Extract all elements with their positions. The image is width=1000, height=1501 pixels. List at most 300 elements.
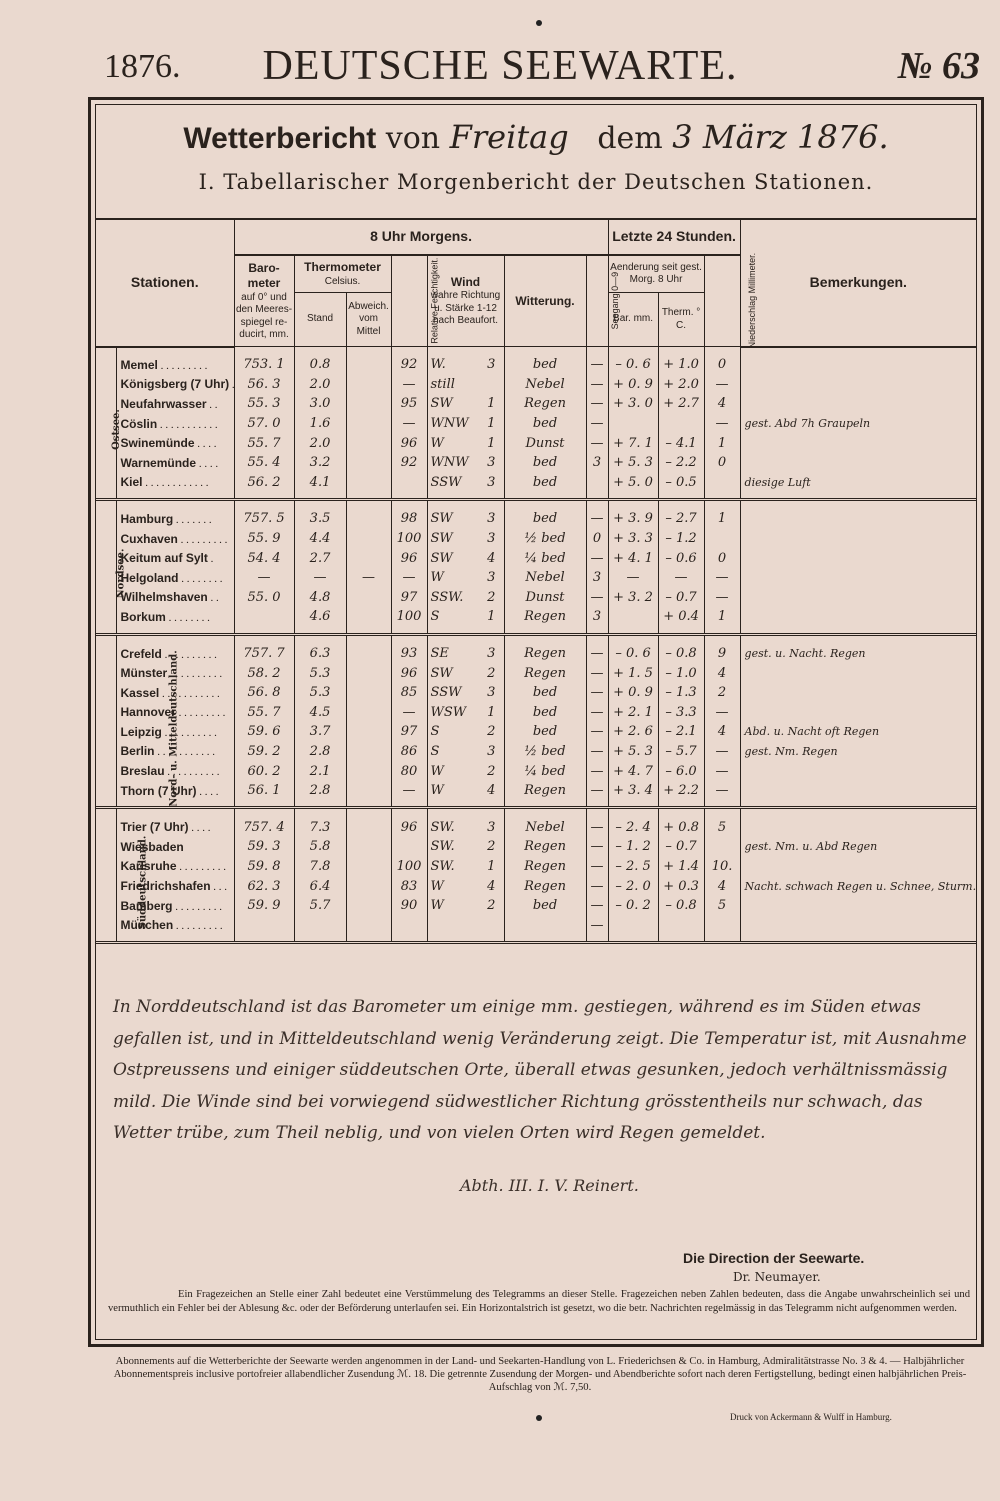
cell-remark [740, 588, 976, 608]
cell-remark [740, 663, 976, 683]
cell-wind-dir: WNW [427, 414, 479, 434]
decorative-dot [536, 1415, 542, 1421]
cell-rain [704, 529, 740, 549]
cell-dbar: – 0. 6 [608, 634, 658, 663]
group-name: Nord- u. Mitteldeutschland. [168, 649, 180, 807]
cell-sea: — [586, 394, 608, 414]
cell-wind-dir: S [427, 607, 479, 634]
col-header-barometer [234, 255, 294, 347]
cell-weather: bed [504, 896, 586, 916]
cell-sea: — [586, 588, 608, 608]
cell-bar [234, 915, 294, 942]
table-row [96, 588, 976, 608]
cell-wind-str: 3 [487, 819, 496, 835]
cell-bar: 57. 0 [234, 414, 294, 434]
table-row [96, 663, 976, 683]
station-cell [116, 837, 234, 857]
col-header-stations: Stationen. [96, 219, 234, 347]
cell-temp: 5.3 [294, 663, 346, 683]
station-name: Swinemünde [120, 436, 195, 451]
cell-dtherm: – 2.1 [658, 722, 704, 742]
table-row [96, 742, 976, 762]
table-row [96, 473, 976, 500]
station-name: Kassel [120, 685, 160, 700]
cell-dbar: + 5. 3 [608, 742, 658, 762]
cell-abw [346, 683, 391, 703]
footnote: Ein Fragezeichen an Stelle einer Zahl bedeutet eine Verstümmelung des Telegramms an dieser Stelle. Fragezeichen neben Zahlen bedeuten, dass die Angabe unwahrscheinlich sei und vermuthlich ein Fehler bei der Ablesung &c. oder der Beförderung unterlaufen sei. Ein Horizontalstrich ist gesetzt, wo die betr. Nachrichten regelmässig in das Telegramm nicht aufgenommen werden. [108, 1289, 970, 1314]
weather-table-body [96, 347, 976, 943]
station-name: Crefeld [120, 646, 162, 661]
cell-hum: 100 [391, 857, 427, 877]
cell-abw [346, 722, 391, 742]
cell-hum: 92 [391, 453, 427, 473]
cell-dtherm: – 4.1 [658, 433, 704, 453]
cell-wind-dir: W [427, 876, 479, 896]
cell-hum: 93 [391, 634, 427, 663]
station-name: Hamburg [120, 511, 174, 526]
cell-wind-dir: still [427, 375, 479, 395]
cell-rain: — [704, 375, 740, 395]
cell-dbar: + 4. 1 [608, 548, 658, 568]
cell-rain [704, 837, 740, 857]
cell-temp: 4.6 [294, 607, 346, 634]
cell-abw [346, 896, 391, 916]
station-name: Memel [120, 358, 158, 373]
cell-abw [346, 915, 391, 942]
station-name: Borkum [120, 609, 166, 624]
cell-bar [234, 607, 294, 634]
cell-dbar [608, 915, 658, 942]
table-row [96, 896, 976, 916]
cell-remark [740, 529, 976, 549]
cell-rain: — [704, 781, 740, 808]
cell-hum: 86 [391, 742, 427, 762]
cell-hum: 100 [391, 529, 427, 549]
cell-sea: — [586, 742, 608, 762]
cell-rain: — [704, 742, 740, 762]
cell-wind-str: 1 [487, 704, 496, 720]
cell-bar: 54. 4 [234, 548, 294, 568]
cell-wind-dir: SW [427, 500, 479, 529]
cell-sea: — [586, 761, 608, 781]
station-leader-dots: . . . . . . . . . [177, 533, 228, 546]
cell-dbar: – 2. 0 [608, 876, 658, 896]
cell-rain [704, 473, 740, 500]
station-leader-dots: . . . . . . . . [165, 611, 210, 624]
cell-abw [346, 414, 391, 434]
cell-wind-str: 3 [479, 473, 504, 500]
cell-abw [346, 703, 391, 723]
cell-temp: 2.1 [294, 761, 346, 781]
station-name: Wilhelmshaven [120, 590, 208, 605]
station-cell [116, 896, 234, 916]
cell-temp: 5.7 [294, 896, 346, 916]
cell-wind-str: 4 [487, 550, 496, 566]
cell-hum [391, 915, 427, 942]
cell-wind-dir: SSW [427, 473, 479, 500]
cell-remark [740, 453, 976, 473]
cell-bar: 55. 0 [234, 588, 294, 608]
cell-weather: bed [504, 414, 586, 434]
cell-remark: gest. u. Nacht. Regen [740, 634, 976, 663]
direction: Die Direction der Seewarte. [683, 1250, 865, 1266]
cell-hum: 90 [391, 896, 427, 916]
cell-abw [346, 433, 391, 453]
cell-bar: 59. 3 [234, 837, 294, 857]
cell-dbar: – 2. 5 [608, 857, 658, 877]
cell-wind-str: 1 [487, 416, 496, 432]
cell-dbar: – 1. 2 [608, 837, 658, 857]
cell-wind-str: 1 [479, 607, 504, 634]
cell-wind-str [479, 375, 504, 395]
cell-abw [346, 347, 391, 375]
cell-dtherm: – 2.2 [658, 453, 704, 473]
cell-temp: 4.5 [294, 703, 346, 723]
cell-abw [346, 588, 391, 608]
station-leader-dots: . . . . [188, 822, 211, 835]
table-row [96, 394, 976, 414]
cell-abw [346, 837, 391, 857]
col-header-bar: Bar. mm. [608, 293, 658, 347]
cell-remark: gest. Abd 7h Graupeln [740, 414, 976, 434]
cell-weather: Regen [504, 394, 586, 414]
cell-temp: 1.6 [294, 414, 346, 434]
cell-wind-str [479, 915, 504, 942]
cell-bar: 55. 7 [234, 433, 294, 453]
cell-weather: bed [504, 703, 586, 723]
cell-weather: Nebel [504, 568, 586, 588]
cell-dbar: + 2. 6 [608, 722, 658, 742]
cell-hum: 95 [391, 394, 427, 414]
cell-bar: 59. 8 [234, 857, 294, 877]
cell-dbar: — [608, 568, 658, 588]
station-cell [116, 808, 234, 837]
header-number: № 63 [897, 45, 980, 87]
station-cell [116, 548, 234, 568]
cell-dbar [608, 414, 658, 434]
station-name: Friedrichshafen [120, 879, 211, 894]
cell-weather: bed [504, 722, 586, 742]
cell-wind-str: 1 [487, 435, 496, 451]
cell-hum: — [391, 414, 427, 434]
cell-hum: 100 [391, 607, 427, 634]
cell-temp: — [294, 568, 346, 588]
cell-wind-str: 2 [487, 724, 496, 740]
cell-hum: — [391, 375, 427, 395]
table-row [96, 568, 976, 588]
cell-rain: 4 [704, 394, 740, 414]
niederschlag-label: Niederschlag Millimeter. [746, 252, 757, 349]
cell-wind-str: 2 [487, 665, 496, 681]
report-title [96, 118, 976, 156]
cell-dbar: + 3. 3 [608, 529, 658, 549]
col-header-thermometer [294, 255, 391, 293]
station-name: Leipzig [120, 724, 162, 739]
cell-bar: 56. 3 [234, 375, 294, 395]
station-name: Cuxhaven [120, 531, 178, 546]
report-text: In Norddeutschland ist das Barometer um einige mm. gestiegen, während es im Süden etwas gefallen ist, und in Mitteldeutschland wenig Veränderung zeigt. Die Temperatur ist, mit Ausnahme Ostpreussens und einiger süddeutschen Orte, überall etwas gesunken, jedoch verhältnissmässig mild. Die Winde sind bei vorwiegend südwestlicher Richtung grösstentheils nur schwach, das Wetter trübe, zum Theil neblig, und von vielen Orten wird Regen gemeldet. [113, 997, 967, 1143]
cell-dtherm: + 0.8 [658, 808, 704, 837]
cell-hum: 98 [391, 500, 427, 529]
cell-dtherm: – 0.7 [658, 837, 704, 857]
station-leader-dots: . . . . [196, 785, 219, 798]
cell-temp: 3.0 [294, 394, 346, 414]
cell-wind-dir: SW [427, 663, 479, 683]
cell-dtherm [658, 414, 704, 434]
cell-wind-str: 3 [487, 685, 496, 701]
cell-abw [346, 634, 391, 663]
station-leader-dots: . . . . . . . . . [157, 360, 208, 373]
cell-temp: 2.8 [294, 742, 346, 762]
cell-temp: 3.7 [294, 722, 346, 742]
cell-weather: bed [504, 347, 586, 375]
cell-weather: Regen [504, 607, 586, 634]
cell-wind-str: 2 [487, 898, 496, 914]
cell-wind-dir: SE [427, 634, 479, 663]
cell-wind-dir: SSW. [427, 588, 479, 608]
cell-wind-str: 2 [487, 839, 496, 855]
cell-temp: 7.8 [294, 857, 346, 877]
cell-bar: 753. 1 [234, 347, 294, 375]
cell-temp: 2.8 [294, 781, 346, 808]
report-title-dem: dem [597, 121, 663, 156]
cell-remark: gest. Nm. Regen [740, 742, 976, 762]
cell-wind-str: 3 [487, 646, 496, 662]
station-name: Helgoland [120, 570, 179, 585]
cell-dtherm: + 0.4 [658, 607, 704, 634]
cell-wind-str: 1 [487, 396, 496, 412]
cell-weather: bed [504, 473, 586, 500]
cell-rain: — [704, 414, 740, 434]
cell-sea: — [586, 683, 608, 703]
cell-remark [740, 915, 976, 942]
cell-rain: — [704, 703, 740, 723]
cell-dbar: + 3. 9 [608, 500, 658, 529]
cell-rain: 4 [704, 663, 740, 683]
cell-dbar: + 3. 0 [608, 394, 658, 414]
cell-weather: bed [504, 500, 586, 529]
cell-bar: 58. 2 [234, 663, 294, 683]
cell-abw: — [346, 568, 391, 588]
station-cell [116, 857, 234, 877]
cell-sea: — [586, 915, 608, 942]
station-cell [116, 500, 234, 529]
cell-bar: 757. 4 [234, 808, 294, 837]
group-label [96, 500, 127, 635]
station-name: Hannover [120, 705, 176, 720]
cell-wind-str: 4 [487, 878, 496, 894]
cell-wind-dir: W. [427, 347, 479, 375]
cell-sea: 3 [586, 453, 608, 473]
cell-temp: 4.8 [294, 588, 346, 608]
cell-abw [346, 781, 391, 808]
col-header-niederschlag [704, 252, 757, 349]
wind-sub: wahre Richtung u. Stärke 1-12 nach Beaufort. [430, 290, 501, 326]
cell-wind-str: 2 [487, 763, 496, 779]
cell-bar: 56. 2 [234, 473, 294, 500]
cell-abw [346, 453, 391, 473]
station-leader-dots: . . . . . . . . . . [161, 726, 217, 739]
cell-weather: bed [504, 683, 586, 703]
table-row [96, 857, 976, 877]
cell-bar: 59. 9 [234, 896, 294, 916]
station-leader-dots: . . . . [194, 438, 217, 451]
cell-temp: 6.3 [294, 634, 346, 663]
cell-dtherm: – 5.7 [658, 742, 704, 762]
cell-dbar: + 3. 4 [608, 781, 658, 808]
station-leader-dots: . [229, 379, 235, 392]
cell-remark [740, 808, 976, 837]
cell-rain: — [704, 761, 740, 781]
station-name: München [120, 918, 174, 933]
cell-wind-dir: WNW [427, 453, 479, 473]
cell-abw [346, 375, 391, 395]
cell-dbar: + 7. 1 [608, 433, 658, 453]
cell-rain: 1 [704, 433, 740, 453]
cell-remark: gest. Nm. u. Abd Regen [740, 837, 976, 857]
station-leader-dots: . . . [210, 881, 228, 894]
header-year: 1876. [104, 48, 181, 85]
cell-wind-dir: W [427, 896, 479, 916]
table-row [96, 683, 976, 703]
station-leader-dots: . . . . . . . . . [175, 707, 226, 720]
cell-abw [346, 529, 391, 549]
thermometer-sub: Celsius. [324, 275, 361, 287]
table-row [96, 529, 976, 549]
station-name: Königsberg (7 Uhr) [120, 377, 230, 392]
cell-remark: Nacht. schwach Regen u. Schnee, Sturm. [740, 876, 976, 896]
cell-bar: 60. 2 [234, 761, 294, 781]
cell-bar: 757. 5 [234, 500, 294, 529]
cell-abw [346, 663, 391, 683]
cell-dtherm: + 2.0 [658, 375, 704, 395]
cell-dtherm: – 1.2 [658, 529, 704, 549]
cell-abw [346, 808, 391, 837]
cell-dtherm: + 2.2 [658, 781, 704, 808]
cell-dtherm: – 1.3 [658, 683, 704, 703]
report-subtitle: I. Tabellarischer Morgenbericht der Deutschen Stationen. [198, 170, 874, 194]
cell-hum: 96 [391, 808, 427, 837]
cell-wind-dir: SW [427, 394, 479, 414]
station-leader-dots: . . . . . . . . [178, 572, 223, 585]
cell-rain: 0 [704, 453, 740, 473]
station-leader-dots: . . . . . . . . . . . [154, 746, 216, 759]
cell-sea: — [586, 500, 608, 529]
cell-sea: — [586, 347, 608, 375]
cell-bar: 56. 8 [234, 683, 294, 703]
cell-remark: diesige Luft [740, 473, 976, 500]
col-header-therm: Therm. ° C. [658, 293, 704, 347]
cell-dtherm: + 1.4 [658, 857, 704, 877]
station-leader-dots: . [207, 553, 214, 566]
cell-dbar: + 0. 9 [608, 683, 658, 703]
station-name: Warnemünde [120, 455, 197, 470]
station-leader-dots: . . . . . . . . . [176, 861, 227, 874]
cell-dbar: + 2. 1 [608, 703, 658, 723]
station-name: Thorn (7 Uhr) [120, 783, 197, 798]
station-leader-dots: . . . . . . . . . . [167, 668, 223, 681]
cell-weather: ½ bed [504, 529, 586, 549]
cell-wind-dir: WSW [427, 703, 479, 723]
cell-dtherm: – 3.3 [658, 703, 704, 723]
station-name: Trier (7 Uhr) [120, 820, 189, 835]
decorative-dot [536, 20, 542, 26]
cell-dbar: + 1. 5 [608, 663, 658, 683]
cell-rain: 0 [704, 548, 740, 568]
cell-bar: 55. 9 [234, 529, 294, 549]
cell-temp: 6.4 [294, 876, 346, 896]
table-row [96, 915, 976, 942]
cell-remark: Abd. u. Nacht oft Regen [740, 722, 976, 742]
cell-wind-dir: W [427, 433, 479, 453]
table-row [96, 722, 976, 742]
cell-wind-str: 2 [487, 589, 496, 605]
cell-temp: 2.0 [294, 375, 346, 395]
cell-sea: 3 [586, 607, 608, 634]
station-leader-dots: . . . . . . . . . [173, 920, 223, 933]
station-name: Karlsruhe [120, 859, 177, 874]
cell-sea: 3 [586, 568, 608, 588]
station-cell [116, 414, 234, 434]
cell-hum: 97 [391, 588, 427, 608]
station-leader-dots: . . . . . . . . . . . [157, 418, 218, 431]
cell-dbar [608, 607, 658, 634]
cell-hum: 97 [391, 722, 427, 742]
cell-dtherm: – 0.8 [658, 634, 704, 663]
cell-remark [740, 394, 976, 414]
cell-temp: 0.8 [294, 347, 346, 375]
cell-dtherm: + 1.0 [658, 347, 704, 375]
station-cell [116, 607, 234, 634]
cell-sea: — [586, 663, 608, 683]
cell-rain: 4 [704, 722, 740, 742]
cell-sea: — [586, 634, 608, 663]
group-name: Nordsee. [115, 548, 127, 599]
cell-hum: 96 [391, 548, 427, 568]
cell-remark [740, 568, 976, 588]
table-row [96, 703, 976, 723]
report-weekday: Freitag [449, 118, 569, 156]
cell-weather: Regen [504, 876, 586, 896]
cell-temp: 4.4 [294, 529, 346, 549]
col-header-morning: 8 Uhr Morgens. [234, 219, 608, 255]
col-header-humidity [391, 255, 439, 347]
cell-wind-dir: SSW [427, 683, 479, 703]
table-row [96, 453, 976, 473]
cell-weather: ¼ bed [504, 548, 586, 568]
cell-wind-dir: SW. [427, 808, 479, 837]
cell-hum: 96 [391, 663, 427, 683]
station-name: Keitum auf Sylt [120, 551, 208, 566]
cell-abw [346, 473, 391, 500]
table-row [96, 375, 976, 395]
station-cell [116, 433, 234, 453]
cell-weather: Regen [504, 663, 586, 683]
station-leader-dots: . . . . . . . . . . . [159, 687, 220, 700]
cell-remark [740, 548, 976, 568]
cell-hum: — [391, 568, 427, 588]
cell-hum: 92 [391, 347, 427, 375]
station-name: Neufahrwasser [120, 396, 207, 411]
cell-dbar: + 4. 7 [608, 761, 658, 781]
cell-hum: 80 [391, 761, 427, 781]
cell-wind-str: 3 [487, 455, 496, 471]
cell-remark [740, 896, 976, 916]
cell-dbar: – 0. 2 [608, 896, 658, 916]
cell-weather [504, 915, 586, 942]
cell-temp: 5.3 [294, 683, 346, 703]
cell-wind-str: 3 [487, 531, 496, 547]
